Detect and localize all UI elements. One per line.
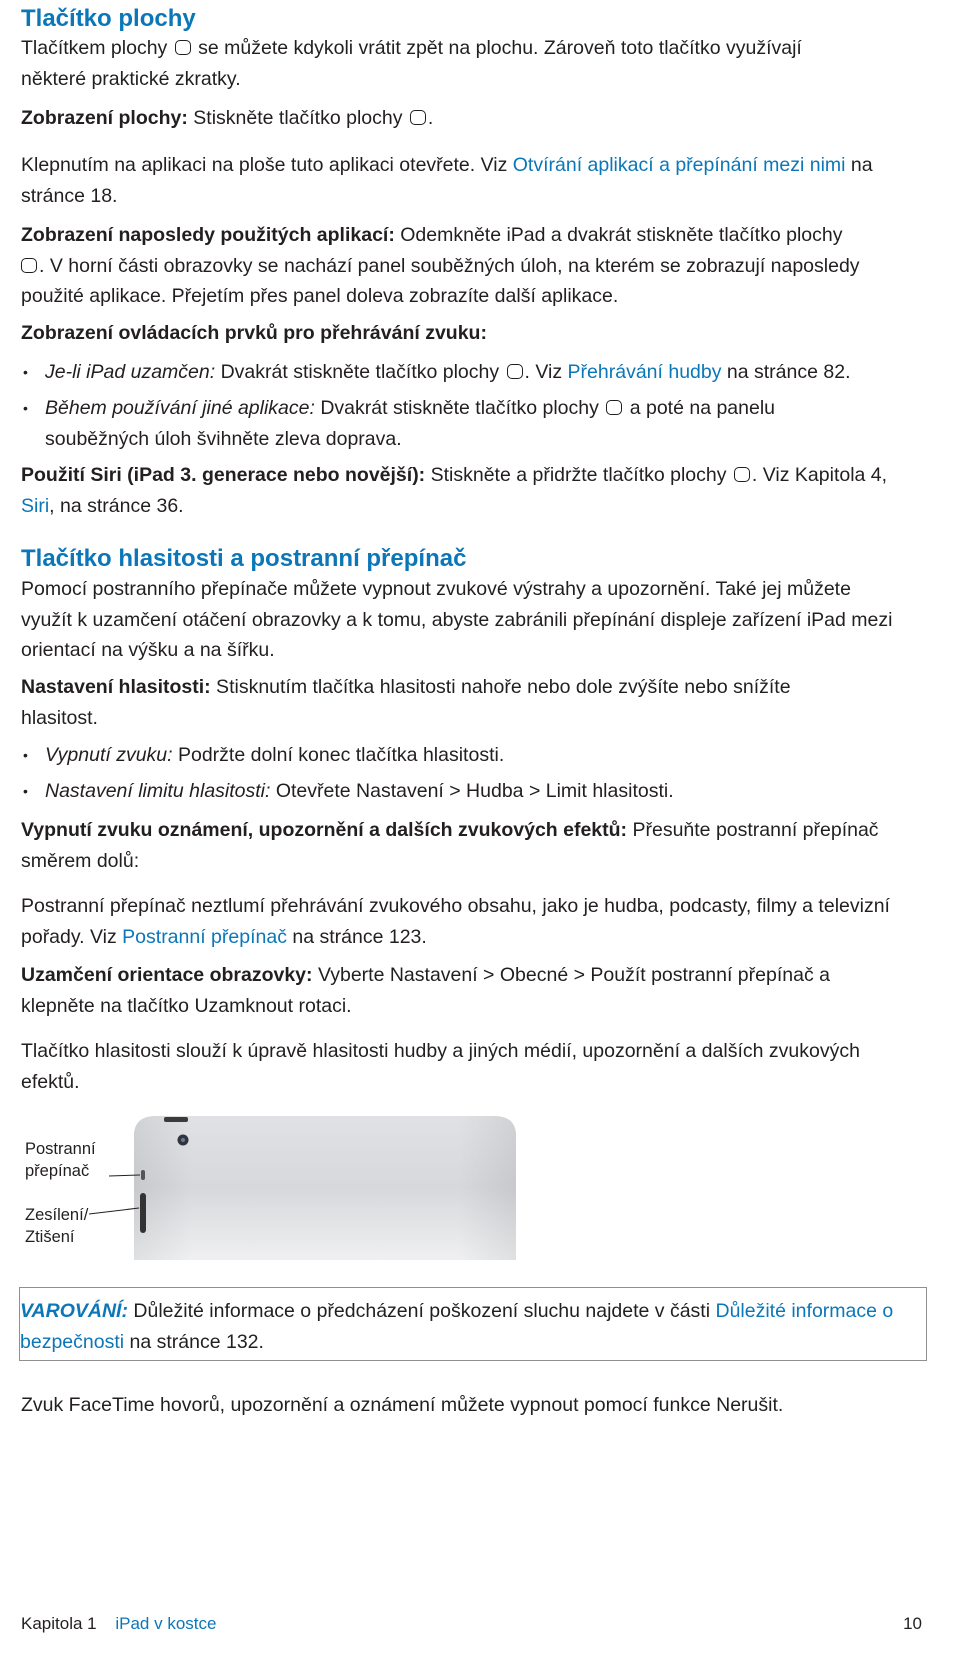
link-playing-music[interactable]: Přehrávání hudby [567,361,722,383]
warning-text: VAROVÁNÍ: Důležité informace o předcházení poškození sluchu najdete v části Důležité informace o bezpečnosti na stránce 132. [20,1300,894,1353]
tap-app-paragraph: Klepnutím na aplikaci na ploše tuto aplikaci otevřete. Viz Otvírání aplikací a přepínání mezi nimi na stránce 18. [21,154,873,207]
bullet-volume-limit: • Nastavení limitu hlasitosti: Otevřete Nastavení > Hudba > Limit hlasitosti. [23,780,674,802]
audio-controls-heading: Zobrazení ovládacích prvků pro přehrávání zvuku: [21,322,487,344]
link-side-switch[interactable]: Postranní přepínač [122,925,287,948]
section-title-home-button: Tlačítko plochy [21,5,196,32]
home-button-icon [175,40,191,55]
show-home-paragraph: Zobrazení plochy: Stiskněte tlačítko plochy . [21,107,434,129]
home-button-icon [21,258,37,273]
page-number: 10 [903,1614,922,1633]
side-switch-note: Postranní přepínač neztlumí přehrávání zvukového obsahu, jako je hudba, podcasty, filmy a televizní pořady. Viz Postranní přepínač na stránce 123. [21,895,890,948]
ipad-illustration [21,1100,581,1260]
lock-orientation-paragraph: Uzamčení orientace obrazovky: Vyberte Nastavení > Obecné > Použít postranní přepínač a klepněte na tlačítko Uzamknout rotaci. [21,964,830,1017]
mute-notifications-paragraph: Vypnutí zvuku oznámení, upozornění a dalších zvukových efektů: Přesuňte postranní přepínač směrem dolů: [21,819,879,872]
volume-rocker [140,1193,146,1233]
home-button-icon [606,400,622,415]
footer [21,1613,216,1635]
warning-label: VAROVÁNÍ: [20,1300,128,1322]
link-siri[interactable]: Siri [21,494,50,517]
home-intro: Tlačítkem plochy se můžete kdykoli vrátit zpět na plochu. Zároveň toto tlačítko využívají některé praktické zkratky. [21,37,802,90]
facetime-paragraph: Zvuk FaceTime hovorů, upozornění a oznámení můžete vypnout pomocí funkce Nerušit. [21,1394,784,1416]
footer-chapter-title[interactable]: iPad v kostce [115,1614,217,1633]
volume-info-paragraph: Tlačítko hlasitosti slouží k úpravě hlasitosti hudby a jiných médií, upozornění a dalších zvukových efektů. [21,1040,860,1093]
label-volume: Zesílení/ Ztišení [25,1206,89,1246]
bullet-locked: • Je-li iPad uzamčen: Dvakrát stiskněte tlačítko plochy . Viz Přehrávání hudby na stránce 82. [23,361,851,383]
label-side-switch: Postranní přepínač [25,1140,96,1180]
link-safety-info[interactable]: Důležité informace o bezpečnosti [20,1300,894,1353]
footer-chapter: Kapitola 1 [21,1614,97,1633]
section-title-volume: Tlačítko hlasitosti a postranní přepínač [21,545,467,572]
side-switch [141,1170,145,1180]
warning-box [19,1287,927,1361]
set-volume-paragraph: Nastavení hlasitosti: Stisknutím tlačítka hlasitosti nahoře nebo dole zvýšíte nebo snížíte hlasitost. [21,676,791,729]
siri-paragraph: Použití Siri (iPad 3. generace nebo novější): Stiskněte a přidržte tlačítko plochy . Viz Kapitola 4, Siri, na stránce 36. [21,464,888,517]
volume-intro: Pomocí postranního přepínače můžete vypnout zvukové výstrahy a upozornění. Také jej můžete využít k uzamčení otáčení obrazovky a k tomu, abyste zabránili přepínání displeje zařízení iPad mezi orientací na výšku a na šířku. [21,578,893,661]
sleep-button [164,1117,188,1122]
bullet-mute: • Vypnutí zvuku: Podržte dolní konec tlačítka hlasitosti. [23,744,505,766]
home-button-icon [410,110,426,125]
home-button-icon [507,364,523,379]
link-opening-apps[interactable]: Otvírání aplikací a přepínání mezi nimi [512,154,846,176]
home-button-icon [734,467,750,482]
ipad-side-figure [21,1100,581,1260]
recent-apps-paragraph: Zobrazení naposledy použitých aplikací: Odemkněte iPad a dvakrát stiskněte tlačítko plochy . V horní části obrazovky se nachází panel souběžných úloh, na kterém se zobrazují naposledy použité aplikace. Přejetím přes panel doleva zobrazíte další aplikace. [21,224,860,307]
bullet-other-app: • Během používání jiné aplikace: Dvakrát stiskněte tlačítko plochy a poté na panelu souběžných úloh švihněte zleva doprava. [23,397,776,450]
